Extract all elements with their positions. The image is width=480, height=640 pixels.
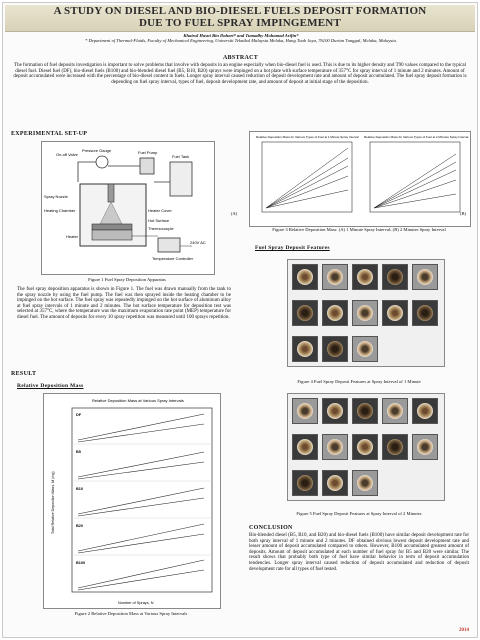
author-names: Khairul Hasni Bin Dahari* and Tumadhy Mohamad Arifin* bbox=[183, 33, 299, 38]
result-heading: RESULT bbox=[11, 371, 37, 377]
deposit-image bbox=[412, 398, 438, 424]
deposit-image bbox=[292, 470, 318, 496]
fig2-panel-label: B10 bbox=[76, 487, 83, 491]
figure5-caption: Figure 5 Fuel Spray Deposit Features at Spray Interval of 2 Minutes bbox=[296, 511, 422, 516]
deposit-image bbox=[322, 336, 348, 362]
apparatus-label: Fuel Pump bbox=[138, 150, 158, 155]
affiliation: * Department of Thermal-Fluids, Faculty of Mechanical Engineering, Universiti Teknikal Malaysia Melaka, Hang Tuah Jaya, 76100 Durian Tunggal, Melaka, Malaysia. bbox=[85, 38, 397, 44]
year-tag: 2014 bbox=[459, 628, 469, 633]
figure5-grid bbox=[287, 393, 445, 501]
deposit-image bbox=[352, 470, 378, 496]
experimental-heading: EXPERIMENTAL SET-UP bbox=[11, 131, 88, 137]
figure3-caption: Figure 3 Relative Deposition Mass: (A) 1 Minute Spray Interval; (B) 2 Minutes Spray Interval bbox=[272, 227, 446, 232]
apparatus-diagram bbox=[41, 141, 215, 275]
setup-text: The fuel spray deposition apparatus is shown in Figure 1. The fuel was drawn manually from the tank to the spray nozzle by using the fuel pump. The fuel was then sprayed inside the heating chamber to be impinged on the hot surface. The fuel spray was repeatedly impinged on the hot surface of aluminum alloy at fuel spray intervals of 1 minute and 2 minutes. The hot surface temperature for deposition test was selected at 357°C, where the temperature was the maximum evaporation rate point (MEP) temperature for diesel fuel. The amount of deposits for every 10 spray repetition was measured until 100 sprays repetition. bbox=[17, 287, 231, 320]
deposit-image bbox=[322, 434, 348, 460]
label-a: (A) bbox=[230, 211, 238, 216]
deposit-image bbox=[352, 434, 378, 460]
temperature-controller-shape bbox=[158, 238, 180, 252]
deposit-image bbox=[382, 264, 408, 290]
apparatus-label: Spray Nozzle bbox=[44, 194, 68, 199]
apparatus-label: Temperature Controller bbox=[152, 256, 193, 261]
poster bbox=[2, 2, 478, 638]
rdm-heading: Relative Deposition Mass bbox=[17, 383, 84, 389]
apparatus-label: 240V AC bbox=[190, 240, 206, 245]
deposit-image bbox=[382, 300, 408, 326]
apparatus-svg bbox=[42, 142, 214, 274]
abstract-text: The formation of fuel deposits investigation is important to solve problems that involve with deposits in an engine especially when bio-diesel fuel is used. This is due to its higher density and T90 values compared to the typical diesel fuel. Diesel fuel (DF), bio-diesel fuels (B100) and bio-blended diesel fuel (B5, B10, B20) sprays were impinged on a hot plate with surface temperature of 357°C for spray interval of 1 minute and 2 minutes. Amount of deposit accumulated were increased with the percentage of bio-diesel content in fuels. Longer spray interval caused reduction of deposit development rate and amount of deposit accumulated. The fuel spray deposit formation is depending on fuel spray interval, types of fuel, deposit development rate, and amount of deposit at initial stage of the deposition. bbox=[13, 63, 467, 85]
deposit-image bbox=[352, 398, 378, 424]
deposit-image bbox=[412, 300, 438, 326]
deposit-image bbox=[412, 264, 438, 290]
deposit-image bbox=[292, 398, 318, 424]
apparatus-label: On-off Valve bbox=[56, 152, 78, 157]
deposit-image bbox=[352, 300, 378, 326]
apparatus-label: Thermocouple bbox=[148, 226, 174, 231]
deposit-image bbox=[352, 264, 378, 290]
fig2-panel-label: B5 bbox=[76, 450, 81, 454]
title-line-1: A STUDY ON DIESEL AND BIO-DIESEL FUELS DEPOSIT FORMATION bbox=[53, 5, 427, 17]
deposit-image bbox=[322, 470, 348, 496]
deposit-image bbox=[352, 336, 378, 362]
fuel-tank-shape bbox=[170, 162, 192, 196]
features-heading: Fuel Spray Deposit Features bbox=[255, 245, 330, 251]
figure4-grid bbox=[287, 259, 445, 367]
hot-surface-shape bbox=[92, 224, 132, 230]
fig3-plot-a bbox=[262, 142, 352, 212]
abstract-heading: ABSTRACT bbox=[223, 55, 259, 61]
figure2-caption: Figure 2 Relative Deposition Mass at Various Spray Intervals bbox=[74, 611, 188, 616]
apparatus-label: Hot Surface bbox=[148, 218, 170, 223]
title-line-2: DUE TO FUEL SPRAY IMPINGEMENT bbox=[138, 17, 341, 29]
fig2-panel-label: B20 bbox=[76, 524, 83, 528]
title-band bbox=[5, 5, 475, 32]
apparatus-label: Heating Chamber bbox=[44, 208, 76, 213]
fig3-title-a: Relative Deposition Mass for Various Types of Fuel at 1 Minute Spray Interval bbox=[256, 135, 359, 139]
fig3-title-b: Relative Deposition Mass for Various Types of Fuel at 2 Minutes Spray Interval bbox=[364, 135, 469, 139]
fuel-line bbox=[78, 162, 170, 182]
deposit-image bbox=[292, 264, 318, 290]
pressure-gauge-shape bbox=[96, 156, 108, 168]
deposit-image bbox=[322, 300, 348, 326]
apparatus-label: Fuel Tank bbox=[172, 154, 190, 159]
figure2-svg bbox=[44, 394, 220, 608]
fig2-panel-label: B100 bbox=[76, 561, 86, 565]
conclusion-heading: CONCLUSION bbox=[249, 525, 293, 531]
deposit-image bbox=[412, 434, 438, 460]
heater-shape bbox=[92, 230, 132, 240]
fig2-panel-label: DF bbox=[76, 413, 82, 417]
deposit-image bbox=[292, 336, 318, 362]
label-b: (B) bbox=[459, 211, 467, 216]
apparatus-label: Heater bbox=[66, 234, 79, 239]
fuel-pump-shape bbox=[140, 158, 154, 174]
deposit-image bbox=[382, 398, 408, 424]
deposit-image bbox=[292, 434, 318, 460]
apparatus-label: Pressure Gauge bbox=[82, 148, 112, 153]
fig2-xlabel: Number of Sprays, N bbox=[118, 601, 154, 605]
figure3-svg bbox=[250, 132, 470, 226]
fig2-title: Relative Deposition Mass at Various Spray Intervals bbox=[92, 398, 184, 403]
apparatus-label: Heater Cover bbox=[148, 208, 172, 213]
spray-nozzle-shape bbox=[108, 184, 114, 202]
figure4-caption: Figure 4 Fuel Spray Deposit Features at Spray Interval of 1 Minute bbox=[297, 379, 421, 384]
deposit-image bbox=[292, 300, 318, 326]
figure1-caption: Figure 1 Fuel Spray Deposition Apparatus bbox=[88, 277, 166, 282]
deposit-image bbox=[322, 398, 348, 424]
figure3-chart bbox=[249, 131, 471, 227]
figure2-chart bbox=[43, 393, 221, 609]
deposit-image bbox=[322, 264, 348, 290]
fig2-ylabel: Total Relative Deposition Mass, M (mg) bbox=[51, 471, 55, 534]
authors-block bbox=[13, 33, 469, 43]
conclusion-text: Bio-blended diesel (B5, B10, and B20) and bio-diesel fuels (B100) have similar deposit development rate for both spray interval of 1 minute and 2 minutes. DF obtained obvious lowest deposit development rate and lesser amount of deposit accumulated compared to others. However, B100 accumulated greatest amount of deposits. Amount of deposit accumulated at each number of fuel spray for B5 and B20 were similar. The result shows that probably both type of fuel have similar behavior in term of deposit accumulation tendencies. Longer spray interval caused reduction of deposit accumulated and reduction of deposit development rate for all types of fuel tested. bbox=[249, 533, 469, 572]
deposit-image bbox=[382, 434, 408, 460]
